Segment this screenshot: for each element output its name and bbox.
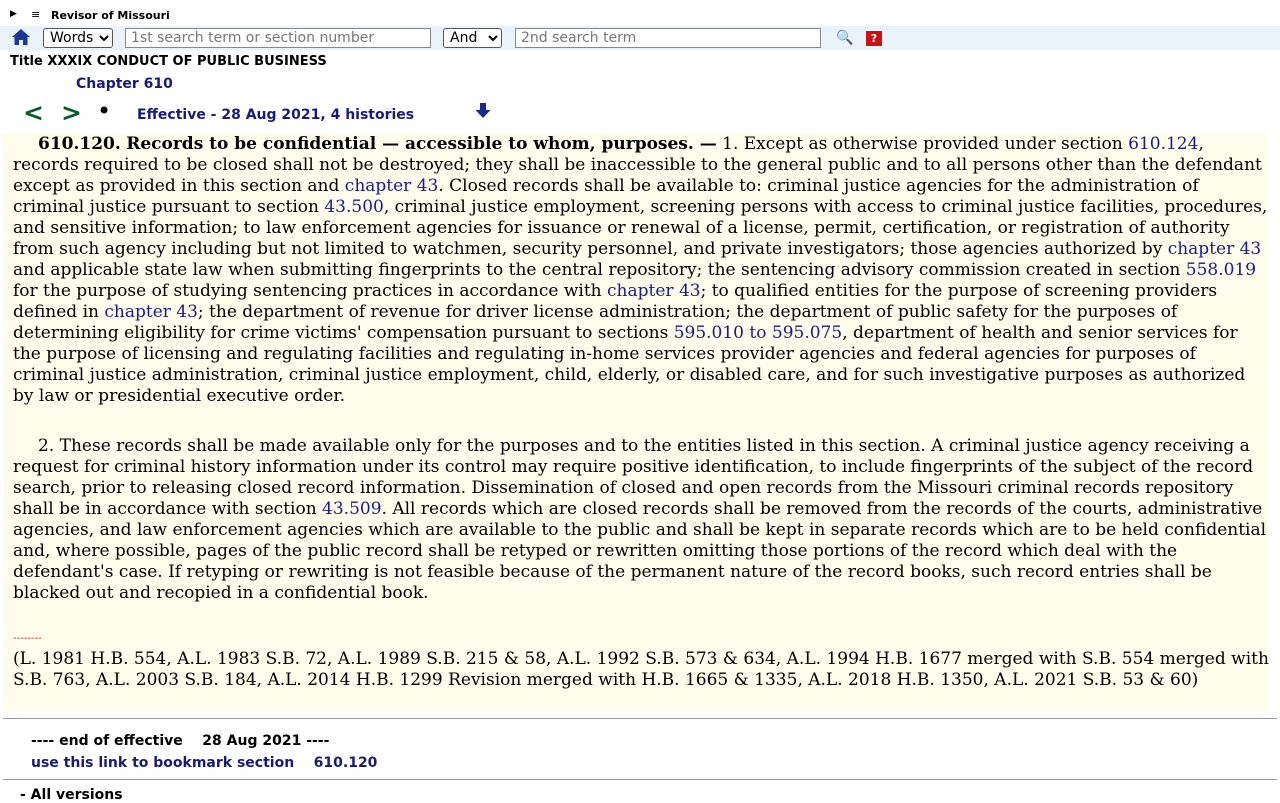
menu-icon[interactable]: ≡ [31, 8, 41, 21]
top-bar [0, 0, 1280, 24]
current-section-dot[interactable]: • [97, 97, 112, 125]
first-search-term-input[interactable] [125, 28, 431, 48]
chapter-43-link[interactable]: chapter 43 [344, 176, 439, 196]
chapter-43-link[interactable]: chapter 43 [1167, 239, 1262, 259]
effective-date-link[interactable]: Effective - 28 Aug 2021, 4 histories [137, 107, 415, 123]
chapter-43-link[interactable]: chapter 43 [104, 302, 198, 322]
home-icon[interactable] [11, 28, 31, 46]
next-section-button[interactable]: > [61, 98, 82, 127]
expand-triangle-icon[interactable]: ▶ [10, 9, 17, 19]
search-bar [0, 26, 1280, 50]
chapter-43-link[interactable]: chapter 43 [607, 281, 701, 301]
section-range-link[interactable]: 595.010 to 595.075 [673, 323, 843, 343]
section-nav [0, 98, 1280, 128]
section-paragraph-2: 2. These records shall be made available only for the purposes and to the entities listed in this section. A criminal justice agency receiving a request for criminal history information under its control may require positive identification, to include fingerprints of the subject of the record search, prior to releasing closed record information. Dissemination of closed and open records from the Missouri criminal records repository shall be in accordance with section 43.509. All records which are closed records shall be removed from the records of the courts, administrative agencies, and law enforcement agencies which are available to the public and shall be kept in separate records which are to be held confidential and, where possible, pages of the public record shall be retyped or rewritten omitting those portions of the record which deal with the defendant's case. If retyping or rewriting is not feasible because of the permanent nature of the record books, such record entries shall be blacked out and recopied in a confidential book. [13, 436, 1267, 603]
section-number: 610.120. [38, 134, 121, 154]
site-title[interactable]: Revisor of Missouri [51, 9, 170, 22]
bookmark-link[interactable]: use this link to bookmark section 610.120 [31, 755, 378, 771]
section-link[interactable]: 43.500 [324, 197, 384, 217]
section-content [3, 133, 1267, 711]
all-versions-toggle[interactable]: - All versions [20, 787, 123, 803]
divider [3, 779, 1277, 780]
search-operator-select[interactable] [443, 28, 502, 48]
search-icon[interactable]: 🔍 [836, 30, 854, 46]
section-link[interactable]: 558.019 [1185, 260, 1257, 280]
previous-section-button[interactable]: < [23, 98, 44, 127]
end-of-effective-text: ---- end of effective 28 Aug 2021 ---- [31, 733, 330, 749]
section-link[interactable]: 610.124 [1128, 134, 1199, 154]
history-notes: (L. 1981 H.B. 554, A.L. 1983 S.B. 72, A.L. 1989 S.B. 215 & 58, A.L. 1992 S.B. 573 & 634, A.L. 1994 H.B. 1677 merged with S.B. 554 merged with S.B. 763, A.L. 2003 S.B. 184, A.L. 2014 H.B. 1299 Revision merged with H.B. 1665 & 1335, A.L. 2018 H.B. 1350, A.L. 2021 S.B. 53 & 60) [13, 649, 1269, 690]
section-paragraph-1: 610.120. Records to be confidential — accessible to whom, purposes. — 1. Except as otherwise provided under section 610.124, records required to be closed shall not be destroyed; they shall be inaccessible to the general public and to all persons other than the defendant except as provided in this section and chapter 43. Closed records shall be available to: criminal justice agencies for the administration of criminal justice pursuant to section 43.500, criminal justice employment, screening persons with access to criminal justice facilities, procedures, and sensitive information; to law enforcement agencies for issuance or renewal of a license, permit, certification, or registration of authority from such agency including but not limited to watchmen, security personnel, and private investigators; those agencies authorized by chapter 43 and applicable state law when submitting fingerprints to the central repository; the sentencing advisory commission created in section 558.019 for the purpose of studying sentencing practices in accordance with chapter 43; to qualified entities for the purpose of screening providers defined in chapter 43; the department of revenue for driver license administration; the department of public safety for the purposes of determining eligibility for crime victims' compensation pursuant to sections 595.010 to 595.075, department of health and senior services for the purpose of licensing and regulating facilities and regulating in-home services provider agencies and federal agencies for purposes of criminal justice administration, criminal justice employment, child, elderly, or disabled care, and for such investigative purposes as authorized by law or presidential executive order. [13, 134, 1268, 406]
search-type-select[interactable] [43, 28, 113, 48]
divider [3, 718, 1277, 719]
section-link[interactable]: 43.509 [322, 499, 382, 519]
section-heading: Records to be confidential — accessible to whom, purposes. — [126, 134, 717, 154]
title-heading: Title XXXIX CONDUCT OF PUBLIC BUSINESS [10, 54, 327, 69]
arrow-down-icon[interactable] [474, 102, 492, 120]
second-search-term-input[interactable] [515, 28, 821, 48]
history-divider: -------- [13, 633, 42, 644]
chapter-link[interactable]: Chapter 610 [76, 76, 173, 92]
help-icon[interactable]: ? [866, 31, 882, 46]
